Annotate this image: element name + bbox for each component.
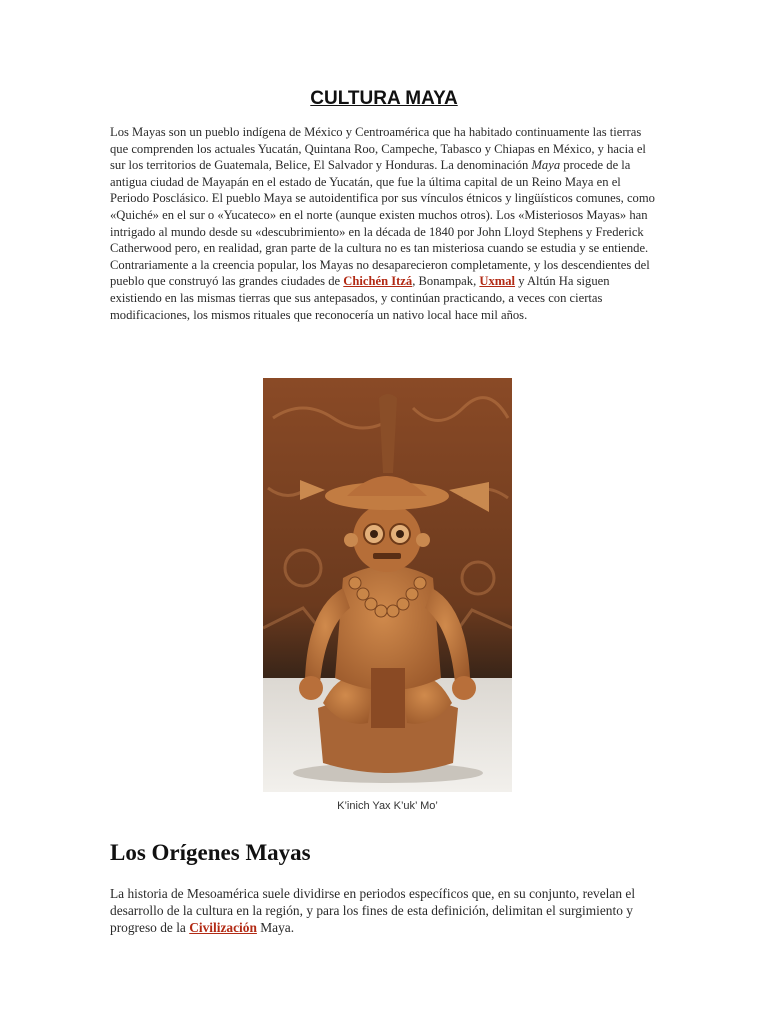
link-uxmal[interactable]: Uxmal: [479, 274, 516, 289]
page-title: CULTURA MAYA: [310, 88, 458, 109]
intro-text-2: procede de la antigua ciudad de Mayapán en el estado de Yucatán, que fue la última capital de un Reino Maya en el Periodo Posclásico. El pueblo Maya se autoidentifica por sus vínculos étnicos y lingüísticos comunes, como «Quiché» en el sur o «Yucateco» en el norte (aunque existen muchos otros). Los «Misteriosos Mayas» han intrigado al mundo desde su «descubrimiento» en la década de 1840 por John Lloyd Stephens y Frederick Catherwood pero, en realidad, gran parte de la cultura no es tan misteriosa cuando se estudia y se entiende. Contrariamente a la creencia popular, los Mayas no desaparecieron completamente, y los descendientes del pueblo que construyó las grandes ciudades de: [110, 158, 655, 289]
intro-text-1: Los Mayas son un pueblo indígena de México y Centroamérica que ha habitado continuamente las tierras que comprenden los actuales Yucatán, Quintana Roo, Campeche, Tabasco y Chiapas en México, y hacia el sur los territorios de Guatemala, Belice, El Salvador y Honduras. La denominación: [110, 125, 646, 173]
figure-caption: K’inich Yax K’uk’ Mo’: [337, 800, 438, 812]
link-chichen-itza[interactable]: Chichén Itzá: [343, 274, 413, 289]
origenes-text-2: Maya.: [256, 920, 295, 935]
intro-maya-italic: Maya: [531, 158, 561, 173]
link-civilizacion[interactable]: Civilización: [189, 920, 257, 935]
origenes-text-1: La historia de Mesoamérica suele dividirse en periodos específicos que, en su conjunto, revelan el desarrollo de la cultura en la región, y para los fines de esta definición, delimitan el surgimiento y progreso de la: [110, 886, 636, 935]
intro-text-3: , Bonampak,: [412, 274, 480, 289]
section-heading-origenes: Los Orígenes Mayas: [110, 840, 311, 865]
intro-text-4: y Altún Ha siguen existiendo en las mismas tierras que sus antepasados, y continúan practicando, a veces con ciertas modificaciones, los mismos rituales que reconocería un nativo local hace mil años.: [110, 274, 610, 322]
maya-figurine-image: [263, 378, 512, 792]
intro-paragraph: [110, 124, 662, 323]
origenes-paragraph: [110, 885, 666, 936]
